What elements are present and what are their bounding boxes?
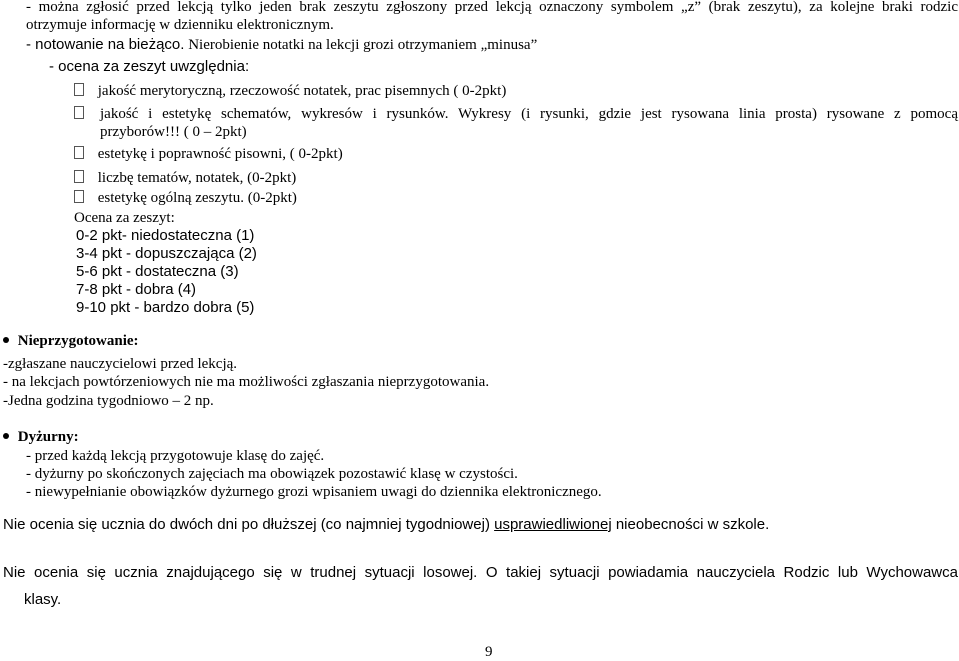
section-heading [3,429,79,446]
list-item [74,83,506,100]
text-fragment: - notowanie na bieżąco. [26,36,185,53]
text-fragment: Nierobienie notatki na lekcji grozi otrzymaniem „minusa” [188,37,538,53]
checkbox-glyph-icon [74,146,84,159]
list-item [74,170,296,187]
section-heading-text: Dyżurny: [17,429,79,445]
text-fragment: Nie ocenia się ucznia do dwóch dni po dłuższej (co najmniej tygodniowej) [3,516,495,533]
list-item-text: jakość merytoryczną, rzeczowość notatek, prac pisemnych ( 0-2pkt) [97,83,507,99]
text-line: -Jedna godzina tygodniowo – 2 np. [3,393,214,409]
list-item-text: estetykę i poprawność pisowni, ( 0-2pkt) [97,146,343,162]
list-item [74,146,343,163]
grading-item: 0-2 pkt- niedostateczna (1) [76,227,255,244]
section-heading-text: Nieprzygotowanie: [17,333,139,349]
list-item-continuation: przyborów!!! ( 0 – 2pkt) [100,124,247,140]
text-line: - można zgłosić przed lekcją tylko jeden brak zeszytu zgłoszony przed lekcją oznaczony symbolem „z” (brak zeszytu), za kolejne braki rodzic [26,0,958,15]
bullet-icon [3,337,9,343]
underlined-word: usprawiedliwionej [494,516,612,533]
text-line: - niewypełnianie obowiązków dyżurnego grozi wpisaniem uwagi do dziennika elektronicznego. [26,484,602,500]
grading-item: 3-4 pkt - dopuszczająca (2) [76,245,257,262]
list-item [74,106,958,123]
text-line: - przed każdą lekcją przygotowuje klasę do zajęć. [26,448,325,464]
list-item-text: liczbę tematów, notatek, (0-2pkt) [97,170,297,186]
bullet-icon [3,433,9,439]
list-item [74,190,297,207]
text-line: - ocena za zeszyt uwzględnia: [49,58,250,75]
text-line: otrzymuje informację w dzienniku elektronicznym. [26,17,334,33]
paragraph [3,516,769,533]
grading-item: 7-8 pkt - dobra (4) [76,281,197,298]
paragraph: Nie ocenia się ucznia znajdującego się w trudnej sytuacji losowej. O takiej sytuacji powiadamia nauczyciela Rodzic lub Wychowawca [3,564,958,581]
text-fragment: nieobecności w szkole. [611,516,770,533]
grading-item: 9-10 pkt - bardzo dobra (5) [76,299,255,316]
checkbox-glyph-icon [74,83,84,96]
list-item-text: estetykę ogólną zeszytu. (0-2pkt) [97,190,297,206]
grading-heading: Ocena za zeszyt: [74,210,175,226]
section-heading [3,333,139,350]
grading-item: 5-6 pkt - dostateczna (3) [76,263,239,280]
checkbox-glyph-icon [74,106,84,119]
text-line: - na lekcjach powtórzeniowych nie ma możliwości zgłaszania nieprzygotowania. [3,374,490,390]
text-line: - dyżurny po skończonych zajęciach ma obowiązek pozostawić klasę w czystości. [26,466,518,482]
checkbox-glyph-icon [74,190,84,203]
paragraph-continuation: klasy. [24,591,62,608]
text-line [26,36,537,54]
text-line: -zgłaszane nauczycielowi przed lekcją. [3,356,238,372]
page-number: 9 [485,644,493,660]
list-item-text: jakość i estetykę schematów, wykresów i rysunków. Wykresy (i rysunki, gdzie jest rysowana linia prosta) rysowane z pomocą [100,106,958,122]
checkbox-glyph-icon [74,170,84,183]
